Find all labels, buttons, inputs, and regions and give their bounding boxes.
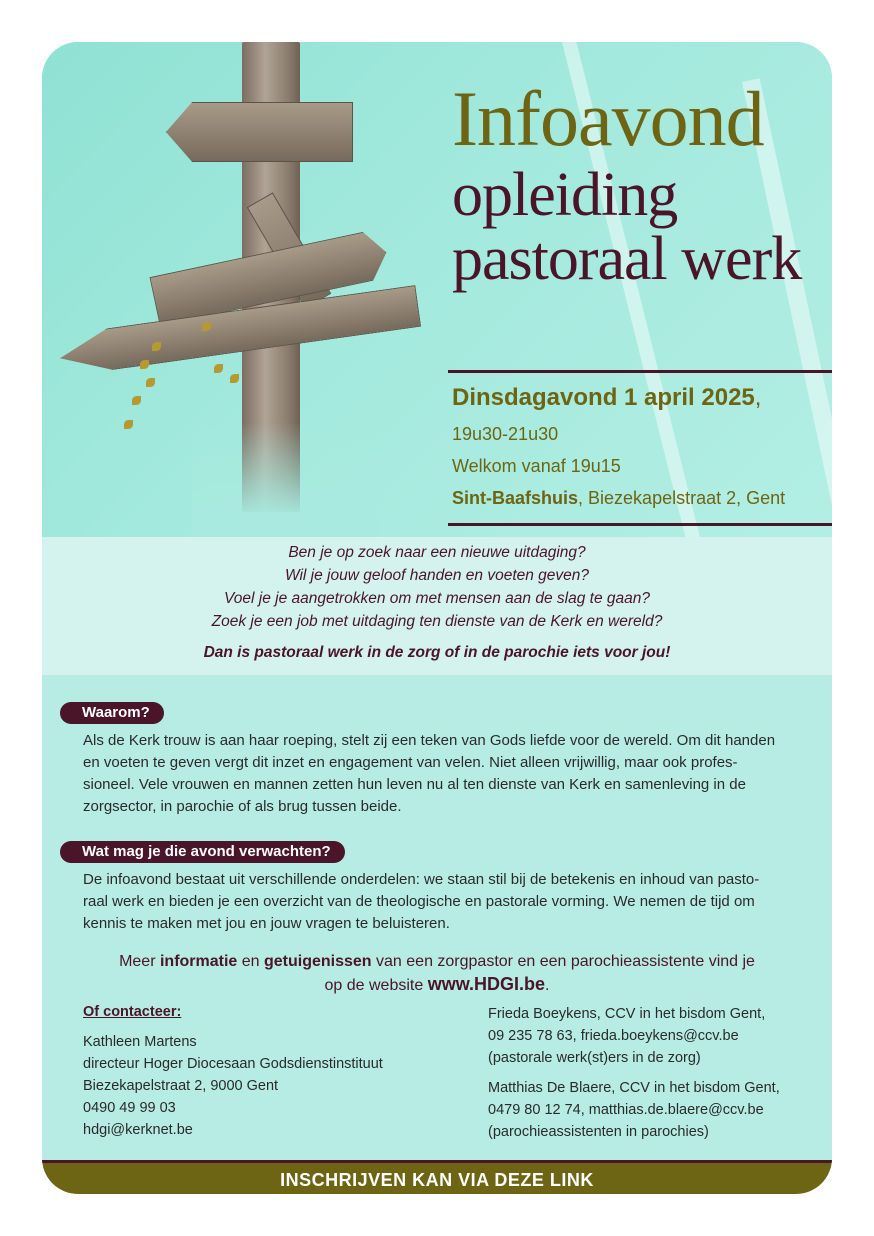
tagline: Dan is pastoraal werk in de zorg of in de parochie iets voor jou! bbox=[203, 644, 671, 661]
title-line-2: opleiding bbox=[452, 161, 678, 229]
vine-leaf bbox=[214, 364, 223, 373]
vine-leaf bbox=[132, 396, 141, 405]
contact-email[interactable]: hdgi@kerknet.be bbox=[83, 1122, 193, 1138]
paragraph-line: De infoavond bestaat uit verschillende onderdelen: we staan stil bij de betekenis en inhoud van pasto- bbox=[83, 871, 760, 888]
divider-top bbox=[448, 370, 832, 373]
contact-line: Matthias De Blaere, CCV in het bisdom Gent, bbox=[488, 1080, 780, 1096]
contact-line: 09 235 78 63, frieda.boeykens@ccv.be bbox=[488, 1028, 739, 1044]
divider-bottom bbox=[448, 523, 832, 526]
contact-line: directeur Hoger Diocesaan Godsdienstinstituut bbox=[83, 1056, 383, 1072]
contact-line: (parochieassistenten in parochies) bbox=[488, 1124, 709, 1140]
section-body-expect bbox=[83, 869, 803, 935]
event-time: 19u30-21u30 bbox=[452, 424, 559, 444]
event-date-text: Dinsdagavond 1 april 2025 bbox=[452, 384, 755, 411]
vine-leaf bbox=[230, 374, 239, 383]
more-info bbox=[42, 951, 832, 997]
title-line-1: Infoavond bbox=[452, 75, 764, 162]
register-link-bar[interactable] bbox=[42, 1160, 832, 1194]
page-title bbox=[452, 75, 802, 293]
more-info-emphasis: informatie bbox=[159, 953, 238, 970]
questions-band bbox=[42, 537, 832, 675]
vine-leaf bbox=[152, 342, 161, 351]
question-line: Ben je op zoek naar een nieuwe uitdaging? bbox=[288, 544, 586, 561]
section-heading-why: Waarom? bbox=[60, 702, 164, 724]
vine-leaf bbox=[124, 420, 133, 429]
more-info-text: . bbox=[545, 977, 550, 994]
contact-line: Frieda Boeykens, CCV in het bisdom Gent, bbox=[488, 1006, 766, 1022]
event-date-comma: , bbox=[754, 384, 762, 411]
more-info-text: van een zorgpastor en een parochieassistente vind je bbox=[371, 953, 755, 970]
paragraph-line: zorgsector, in parochie of als brug tussen beide. bbox=[83, 798, 402, 815]
contact-right-1 bbox=[488, 1003, 765, 1069]
paragraph-line: sioneel. Vele vrouwen en mannen zetten hun leven nu al ten dienste van Kerk en samenleving in de bbox=[83, 776, 746, 793]
vine-leaf bbox=[202, 322, 211, 331]
event-venue: Sint-Baafshuis bbox=[452, 488, 579, 508]
event-location bbox=[452, 488, 785, 509]
paragraph-line: Als de Kerk trouw is aan haar roeping, stelt zij een teken van Gods liefde voor de wereld. Om dit handen bbox=[83, 732, 776, 749]
more-info-line-1 bbox=[42, 951, 832, 973]
paragraph-line: kennis te maken met jou en jouw vragen te beluisteren. bbox=[83, 915, 450, 932]
register-link-label[interactable]: INSCHRIJVEN KAN VIA DEZE LINK bbox=[280, 1170, 594, 1190]
signboard bbox=[166, 102, 353, 162]
paragraph-line: en voeten te geven vergt dit inzet en engagement van velen. Niet alleen vrijwillig, maar ook profes- bbox=[83, 754, 738, 771]
section-body-why bbox=[83, 730, 803, 818]
more-info-text: en bbox=[237, 953, 264, 970]
contact-right-2 bbox=[488, 1077, 780, 1143]
image-fade bbox=[192, 422, 382, 542]
section-heading-expect: Wat mag je die avond verwachten? bbox=[60, 841, 345, 863]
contact-line: Kathleen Martens bbox=[83, 1034, 197, 1050]
title-line-3: pastoraal werk bbox=[452, 225, 802, 293]
contact-line: (pastorale werk(st)ers in de zorg) bbox=[488, 1050, 701, 1066]
contact-line: 0490 49 99 03 bbox=[83, 1100, 176, 1116]
contact-line: 0479 80 12 74, matthias.de.blaere@ccv.be bbox=[488, 1102, 764, 1118]
contact-left bbox=[83, 1031, 383, 1141]
flyer-card bbox=[42, 42, 832, 1194]
contact-line: Biezekapelstraat 2, 9000 Gent bbox=[83, 1078, 279, 1094]
event-date bbox=[452, 384, 761, 412]
contact-heading: Of contacteer: bbox=[83, 1004, 182, 1020]
more-info-text: op de website bbox=[324, 977, 428, 994]
question-line: Zoek je een job met uitdaging ten dienste van de Kerk en wereld? bbox=[211, 613, 663, 630]
vine-leaf bbox=[140, 360, 149, 369]
more-info-text: Meer bbox=[119, 953, 160, 970]
hero-section bbox=[42, 42, 832, 537]
question-line: Wil je jouw geloof handen en voeten geven? bbox=[284, 567, 590, 584]
event-address: , Biezekapelstraat 2, Gent bbox=[578, 488, 786, 508]
event-welcome: Welkom vanaf 19u15 bbox=[452, 456, 621, 476]
vine-leaf bbox=[146, 378, 155, 387]
paragraph-line: raal werk en bieden je een overzicht van de theologische en pastorale vorming. We nemen de tijd om bbox=[83, 893, 755, 910]
question-line: Voel je je aangetrokken om met mensen aan de slag te gaan? bbox=[224, 590, 650, 607]
more-info-line-2 bbox=[42, 973, 832, 997]
website-link[interactable]: www.HDGI.be bbox=[427, 974, 546, 994]
more-info-emphasis: getuigenissen bbox=[264, 953, 372, 970]
